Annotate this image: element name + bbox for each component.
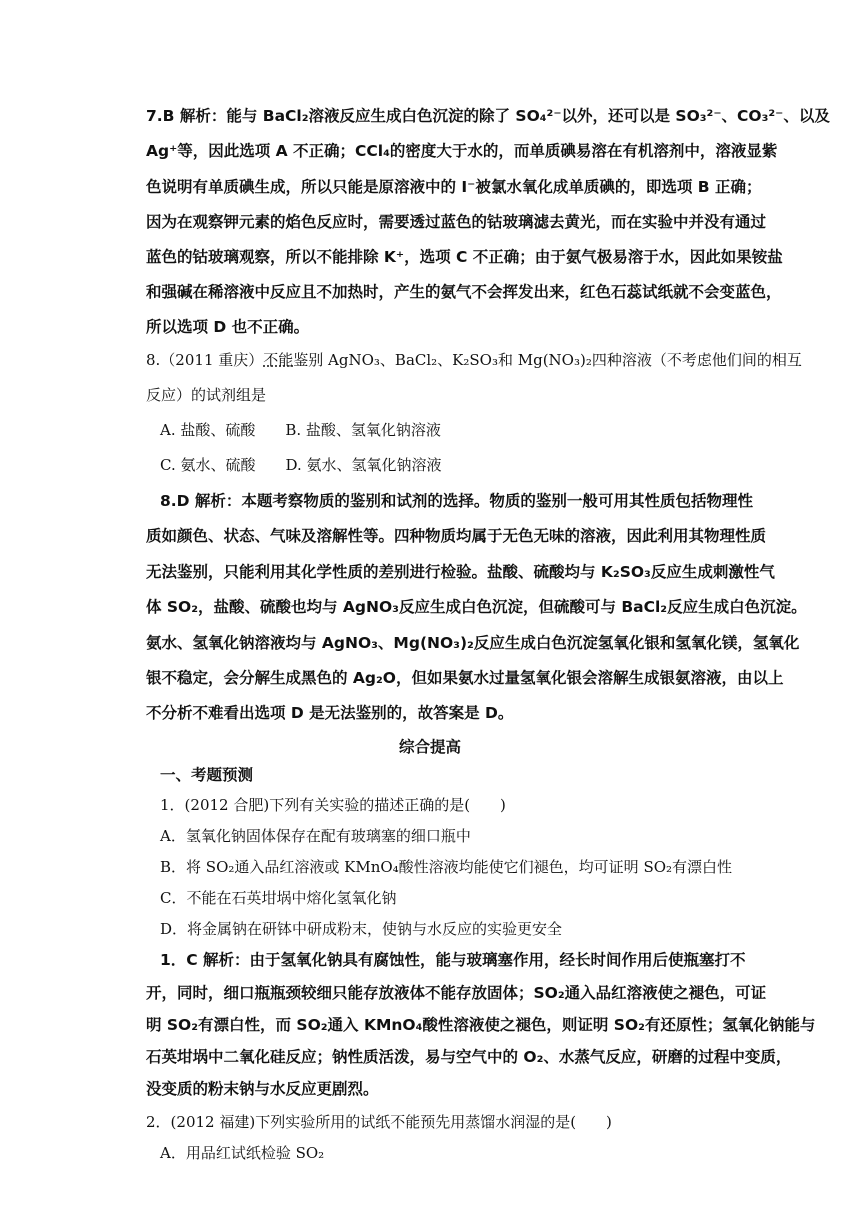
section-title: 综合提高 [398, 738, 461, 756]
q1-analysis-line-2: 开，同时，细口瓶瓶颈较细只能存放液体不能存放固体；SO₂通入品红溶液使之褪色，可证 [146, 984, 767, 1002]
q7-analysis-line-2: Ag⁺等，因此选项 A 不正确；CCl₄的密度大于水的，而单质碘易溶在有机溶剂中，溶液显紫 [146, 142, 778, 160]
q1-stem: 1．(2012 合肥)下列有关实验的描述正确的是( ) [160, 796, 506, 814]
q1-option-d: D．将金属钠在研钵中研成粉末，使钠与水反应的实验更安全 [160, 920, 563, 938]
q8-analysis-line-5: 氨水、氢氧化钠溶液均与 AgNO₃、Mg(NO₃)₂反应生成白色沉淀氢氧化银和氢氧化镁，氢氧化 [146, 634, 800, 652]
q8-analysis-line-3: 无法鉴别，只能利用其化学性质的差别进行检验。盐酸、硫酸均与 K₂SO₃反应生成刺激性气 [146, 563, 775, 581]
q7-analysis-line-5: 蓝色的钴玻璃观察，所以不能排除 K⁺，选项 C 不正确；由于氨气极易溶于水，因此如果铵盐 [146, 248, 783, 266]
q2-option-a: A．用品红试纸检验 SO₂ [160, 1144, 325, 1162]
q7-analysis-line-4: 因为在观察钾元素的焰色反应时，需要透过蓝色的钴玻璃滤去黄光，而在实验中并没有通过 [146, 213, 767, 231]
q8-analysis-line-7: 不分析不难看出选项 D 是无法鉴别的，故答案是 D。 [146, 704, 514, 722]
q1-option-a: A．氢氧化钠固体保存在配有玻璃塞的细口瓶中 [160, 827, 471, 845]
q8-options-row-1: A. 盐酸、硫酸 B. 盐酸、氢氧化钠溶液 [160, 421, 441, 439]
q8-stem-line-2: 反应）的试剂组是 [146, 386, 267, 404]
q8-analysis-line-1: 8.D 解析：本题考察物质的鉴别和试剂的选择。物质的鉴别一般可用其性质包括物理性 [160, 492, 753, 510]
q1-analysis-line-3: 明 SO₂有漂白性，而 SO₂通入 KMnO₄酸性溶液使之褪色，则证明 SO₂有还原性；氢氧化钠能与 [146, 1016, 816, 1034]
q7-analysis-line-3: 色说明有单质碘生成，所以只能是原溶液中的 I⁻被氯水氧化成单质碘的，即选项 B 正确； [146, 178, 762, 196]
q8-analysis-line-6: 银不稳定，会分解生成黑色的 Ag₂O，但如果氨水过量氢氧化银会溶解生成银氨溶液，由以上 [146, 669, 784, 687]
q8-stem-line-1 [146, 350, 802, 370]
q1-analysis-line-4: 石英坩埚中二氧化硅反应；钠性质活泼，易与空气中的 O₂、水蒸气反应，研磨的过程中变质， [146, 1048, 792, 1066]
q1-option-b: B．将 SO₂通入品红溶液或 KMnO₄酸性溶液均能使它们褪色，均可证明 SO₂有漂白性 [160, 858, 733, 876]
q8-analysis-line-2: 质如颜色、状态、气味及溶解性等。四种物质均属于无色无味的溶液，因此利用其物理性质 [146, 527, 767, 545]
q8-stem-rest: 鉴别 AgNO₃、BaCl₂、K₂SO₃和 Mg(NO₃)₂四种溶液（不考虑他们间的相互 [293, 351, 802, 369]
q7-analysis-line-1: 7.B 解析：能与 BaCl₂溶液反应生成白色沉淀的除了 SO₄²⁻以外，还可以是 SO₃²⁻、CO₃²⁻、以及 [146, 107, 830, 125]
q1-analysis-line-5: 没变质的粉末钠与水反应更剧烈。 [146, 1080, 379, 1098]
q8-emphasis: 不能 [263, 351, 294, 369]
q1-analysis-line-1: 1．C 解析：由于氢氧化钠具有腐蚀性，能与玻璃塞作用，经长时间作用后使瓶塞打不 [160, 951, 746, 969]
q1-option-c: C．不能在石英坩埚中熔化氢氧化钠 [160, 889, 397, 907]
section-subtitle: 一、考题预测 [160, 766, 254, 784]
q2-stem: 2．(2012 福建)下列实验所用的试纸不能预先用蒸馏水润湿的是( ) [146, 1113, 612, 1131]
q7-analysis-line-6: 和强碱在稀溶液中反应且不加热时，产生的氨气不会挥发出来，红色石蕊试纸就不会变蓝色， [146, 283, 782, 301]
q8-analysis-line-4: 体 SO₂，盐酸、硫酸也均与 AgNO₃反应生成白色沉淀，但硫酸可与 BaCl₂反应生成白色沉淀。 [146, 598, 807, 616]
q7-analysis-line-7: 所以选项 D 也不正确。 [146, 318, 310, 336]
q8-prefix: 8.（2011 重庆） [146, 351, 264, 369]
q8-options-row-2: C. 氨水、硫酸 D. 氨水、氢氧化钠溶液 [160, 456, 442, 474]
